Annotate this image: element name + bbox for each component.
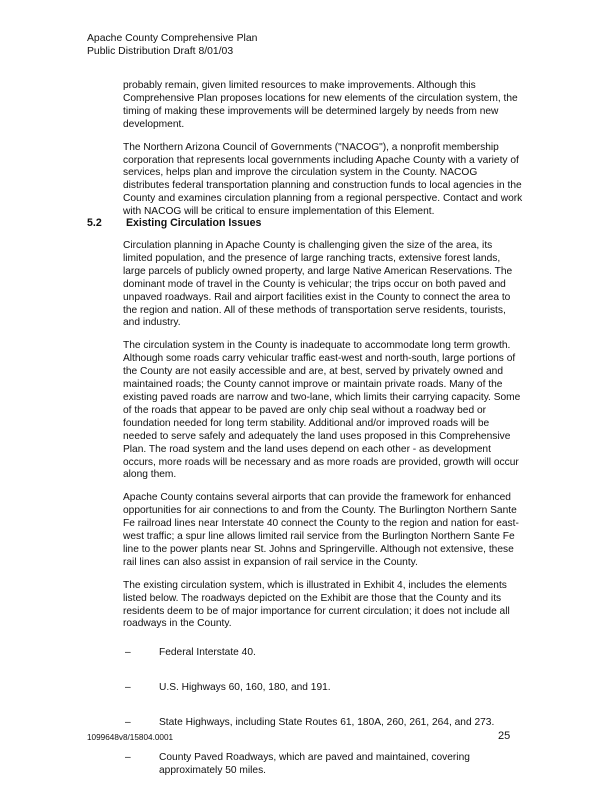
list-item-text: Federal Interstate 40.: [159, 647, 256, 659]
intro-paragraph: The Northern Arizona Council of Governments ("NACOG"), a nonprofit membership corporation that represents local governments including Apache County with a variety of services, helps plan and improve the circulation system in the County. NACOG distributes federal transportation planning and construction funds to local agencies in the County and examines circulation planning from a regional perspective. Contact and work with NACOG will be critical to ensure implementation of this Element.: [123, 141, 523, 218]
dash-bullet: –: [125, 752, 131, 764]
page-header: [87, 33, 257, 58]
section-paragraph: The circulation system in the County is inadequate to accommodate long term growth. Although some roads carry vehicular traffic east-west and north-south, large portions of the County are not easily accessible and are, at best, served by privately owned and maintained roads; the County cannot improve or maintain private roads. Many of the existing paved roads are narrow and two-lane, which limits their carrying capacity. Some of the roads that appear to be paved are only chip seal without a roadway bed or foundation needed for long term stability. Additional and/or improved roads will be needed to serve safely and adequately the land uses proposed in this Comprehensive Plan. The road system and the land uses depend on each other - as development occurs, more roads will be necessary and as more roads are provided, growth will occur along them.: [123, 340, 521, 481]
header-title: Apache County Comprehensive Plan: [87, 33, 258, 44]
circulation-elements-list: [123, 647, 523, 778]
section-number: 5.2: [87, 217, 102, 229]
intro-block: [123, 80, 523, 229]
list-item-text: County Paved Roadways, which are paved and maintained, covering approximately 50 miles.: [159, 752, 470, 776]
dash-bullet: –: [125, 682, 131, 694]
list-item: [123, 682, 523, 695]
list-item: [123, 717, 523, 730]
list-item-text: State Highways, including State Routes 61, 180A, 260, 261, 264, and 273.: [159, 717, 495, 729]
section-paragraph: The existing circulation system, which is illustrated in Exhibit 4, includes the elements listed below. The roadways depicted on the Exhibit are those that the County and its residents deem to be of major importance for current circulation; it does not include all roadways in the County.: [123, 579, 510, 630]
document-id: 1099648v8/15804.0001: [87, 733, 174, 742]
section-body: [123, 240, 523, 800]
list-item: [123, 647, 523, 660]
section-paragraph: Circulation planning in Apache County is challenging given the size of the area, its limited population, and the presence of large ranching tracts, extensive forest lands, large parcels of publicly owned property, and large Native American Reservations. The dominant mode of travel in the County is vehicular; the trips occur on both paved and unpaved roadways. Rail and airport facilities exist in the County to connect the area to the region and nation. All of these methods of transportation serve residents, tourists, and industry.: [123, 240, 513, 329]
dash-bullet: –: [125, 717, 131, 729]
intro-paragraph: probably remain, given limited resources to make improvements. Although this Comprehensive Plan proposes locations for new elements of the circulation system, the timing of making these improvements will be determined largely by needs from new development.: [123, 80, 518, 130]
section-title: Existing Circulation Issues: [125, 217, 262, 229]
section-paragraph: Apache County contains several airports that can provide the framework for enhanced opportunities for air connections to and from the County. The Burlington Northern Sante Fe railroad lines near Interstate 40 connect the County to the region and nation for east-west traffic; a spur line allows limited rail service from the Burlington Northern Sante Fe line to the power plants near St. Johns and Springerville. Although not extensive, these rail lines can also assist in expansion of rail service in the County.: [123, 492, 519, 568]
dash-bullet: –: [125, 647, 131, 659]
list-item: [123, 752, 523, 778]
page-number: 25: [498, 730, 511, 742]
header-subtitle: Public Distribution Draft 8/01/03: [87, 45, 234, 57]
section-heading: [87, 217, 527, 229]
list-item-text: U.S. Highways 60, 160, 180, and 191.: [159, 682, 331, 694]
